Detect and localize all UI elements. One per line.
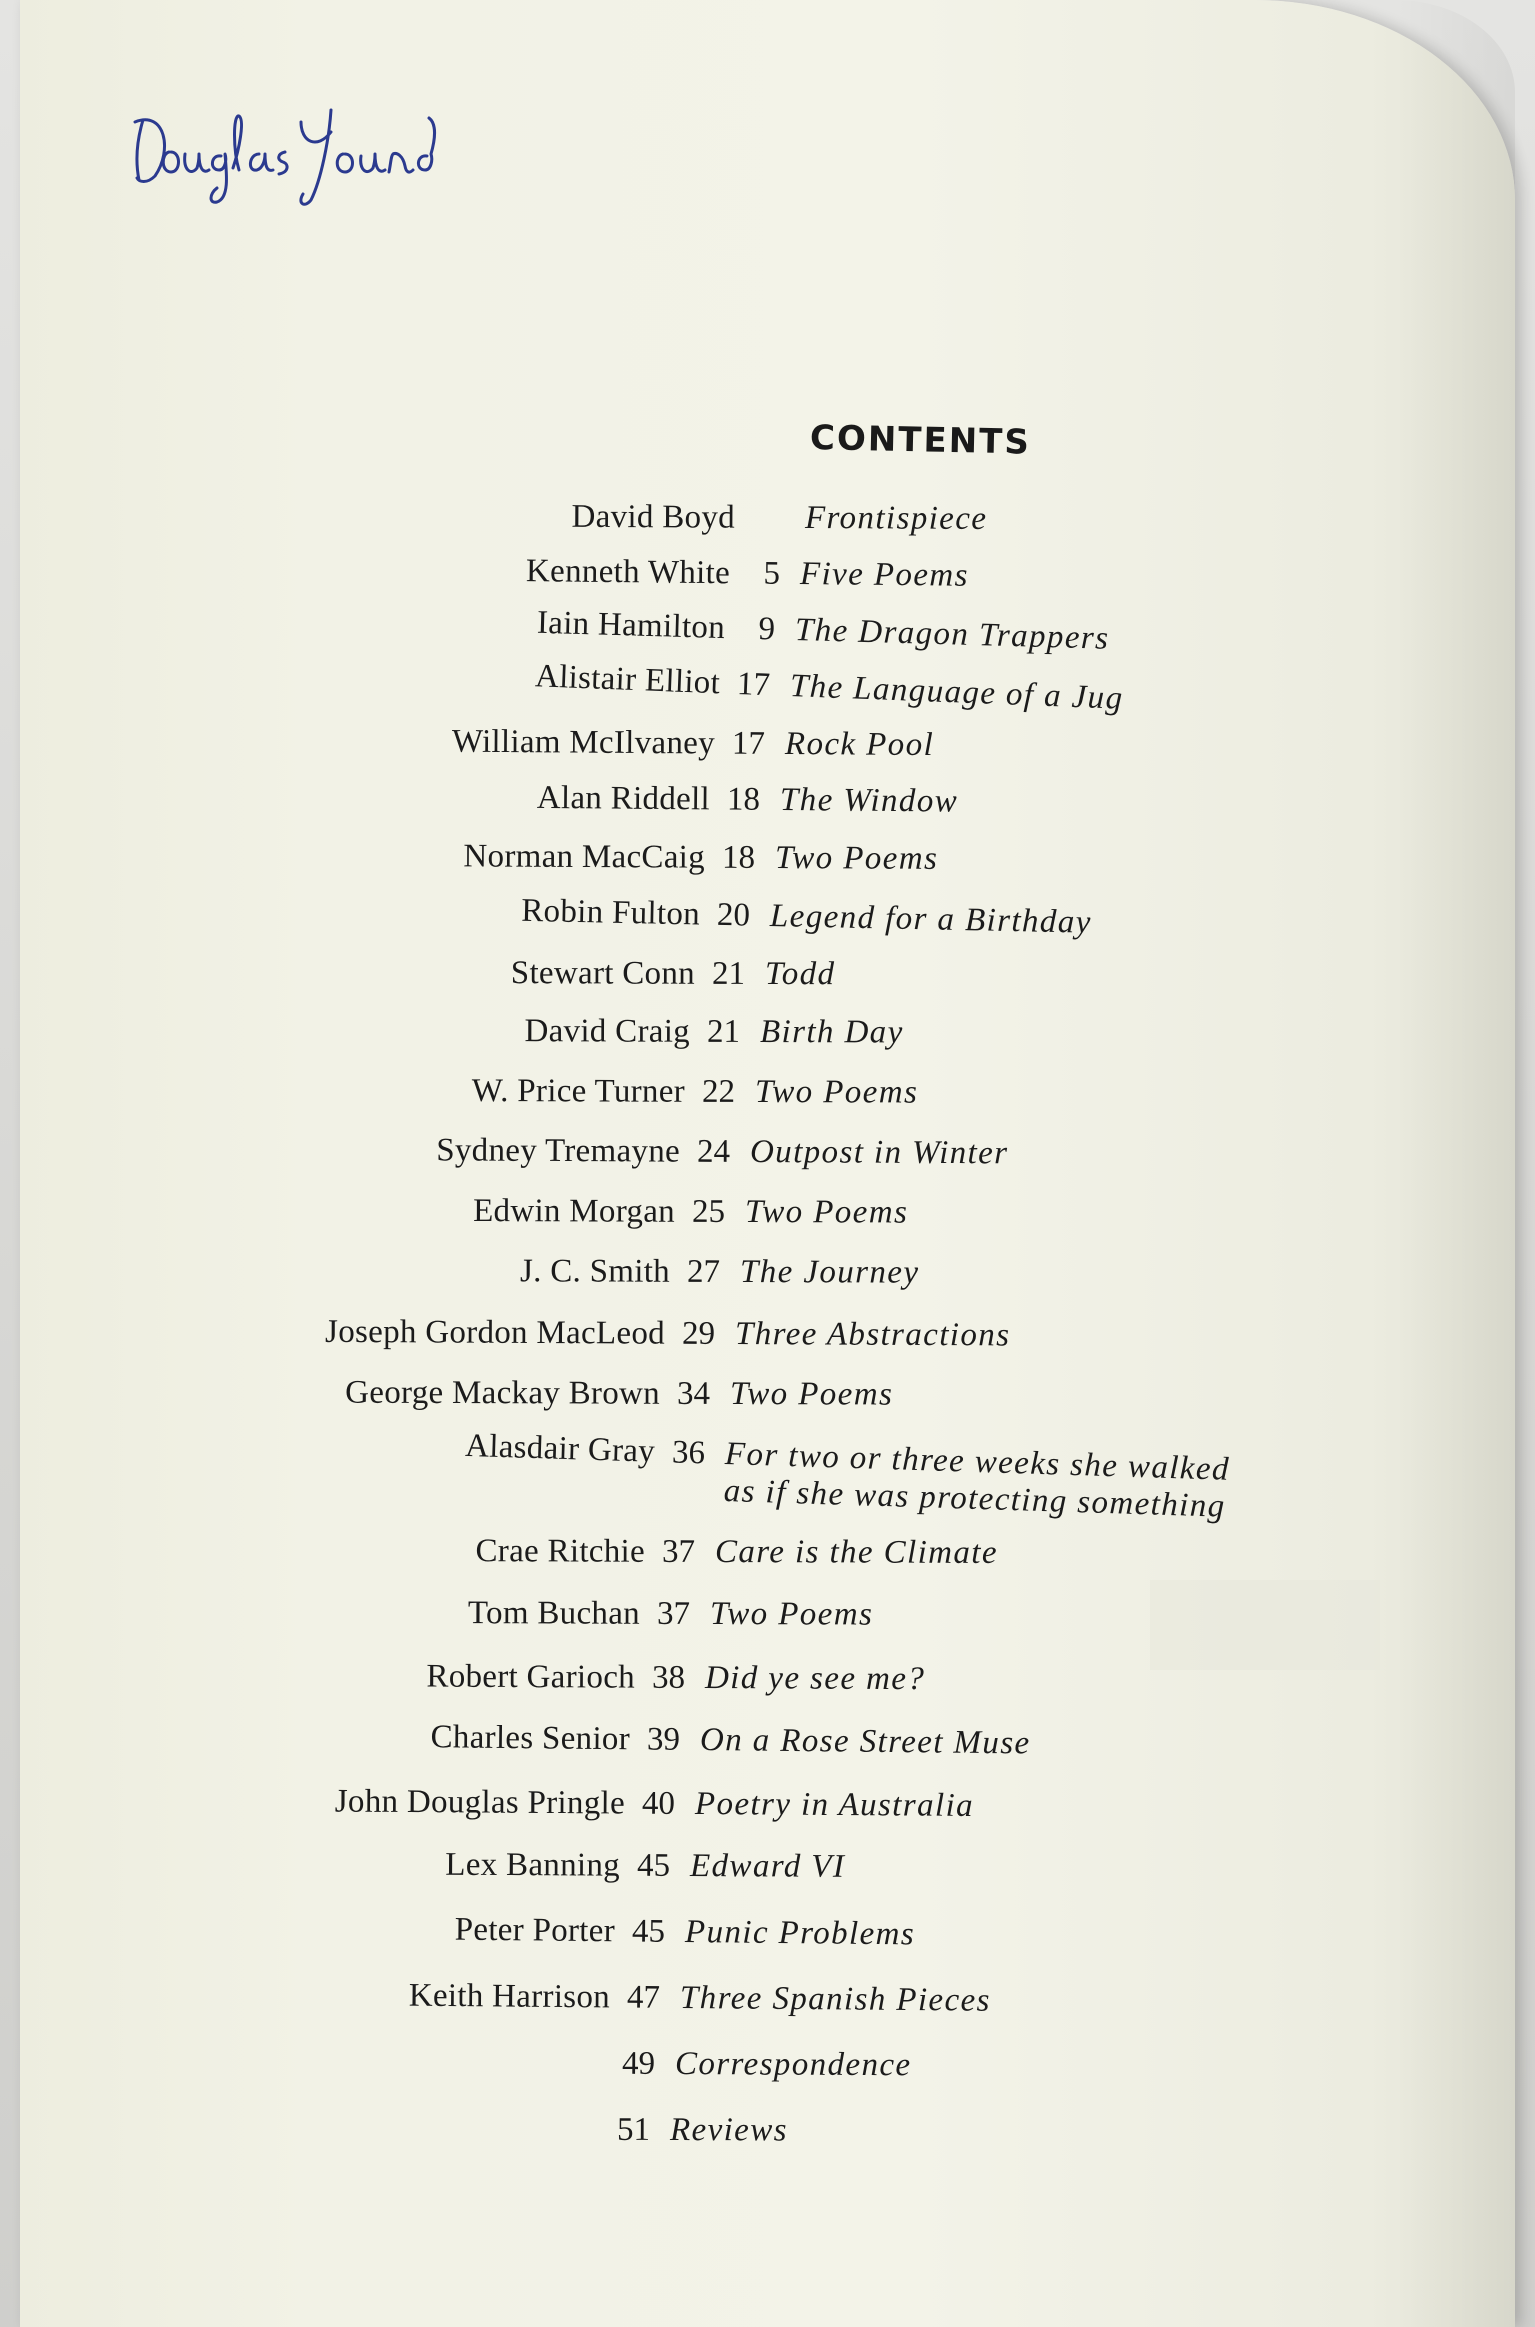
toc-title-line: Correspondence: [674, 2046, 912, 2084]
toc-title-line: Three Spanish Pieces: [679, 1980, 992, 2019]
toc-title-line: Edward VI: [689, 1848, 846, 1885]
toc-entry: [464, 1427, 1231, 1525]
toc-author: Tom Buchan: [467, 1595, 641, 1632]
toc-page-number: 5: [763, 555, 781, 592]
toc-title-line: Five Poems: [799, 556, 970, 594]
toc-title: [710, 1594, 873, 1635]
toc-title: [685, 1912, 916, 1954]
toc-title: [794, 610, 1109, 659]
toc-page-number: 49: [621, 2045, 656, 2082]
toc-page-number: 34: [676, 1375, 711, 1412]
toc-author: Peter Porter: [454, 1911, 616, 1950]
toc-author: Alan Riddell: [536, 779, 711, 818]
toc-page-number: 38: [651, 1659, 686, 1696]
toc-author: David Craig: [524, 1013, 691, 1050]
toc-title: [760, 1012, 904, 1053]
toc-title-line: as if she was protecting something: [723, 1472, 1227, 1525]
toc-page-number: 37: [661, 1533, 696, 1570]
toc-title: [800, 554, 969, 596]
toc-title-line: For two or three weeks she walked: [724, 1436, 1231, 1488]
toc-page-number: 37: [656, 1595, 691, 1632]
toc-title: [785, 724, 934, 765]
toc-page-number: 27: [686, 1253, 721, 1290]
toc-page-number: 29: [681, 1315, 716, 1352]
toc-author: David Boyd: [571, 498, 736, 536]
toc-title-line: The Dragon Trappers: [794, 612, 1110, 657]
toc-title-line: Three Abstractions: [734, 1316, 1011, 1354]
toc-page-number: 51: [616, 2111, 651, 2148]
toc-title-line: Poetry in Australia: [694, 1786, 975, 1824]
toc-title-line: Two Poems: [774, 840, 939, 877]
toc-title: [670, 2110, 788, 2150]
toc-page-number: 36: [671, 1434, 706, 1472]
toc-author: Robert Garioch: [426, 1658, 636, 1696]
toc-title-line: Frontispiece: [804, 500, 988, 537]
toc-title-line: Care is the Climate: [714, 1534, 999, 1571]
toc-title: [755, 1072, 918, 1113]
toc-title: [723, 1434, 1230, 1524]
toc-page-number: 17: [731, 725, 766, 762]
toc-title: [780, 780, 958, 822]
toc-title-line: Two Poems: [744, 1194, 909, 1231]
toc-title-line: Reviews: [669, 2112, 788, 2149]
toc-title-line: The Language of a Jug: [789, 668, 1125, 717]
toc-title: [745, 1192, 908, 1233]
toc-page-number: 17: [736, 665, 771, 704]
toc-title-line: Birth Day: [759, 1014, 904, 1051]
toc-author: J. C. Smith: [519, 1253, 671, 1290]
toc-page-number: 20: [716, 896, 751, 934]
toc-title: [750, 1132, 1009, 1173]
toc-author: John Douglas Pringle: [334, 1783, 626, 1822]
toc-author: Charles Senior: [430, 1719, 631, 1758]
toc-title: [775, 838, 938, 879]
contents-heading: CONTENTS: [809, 418, 1032, 463]
toc-entry: [536, 604, 1110, 657]
toc-page-number: 22: [701, 1073, 736, 1110]
toc-author: Joseph Gordon MacLeod: [325, 1313, 666, 1352]
toc-page-number: 9: [758, 610, 776, 648]
toc-author: Robin Fulton: [520, 892, 701, 933]
toc-title-line: The Window: [779, 782, 959, 820]
toc-page-number: 21: [711, 955, 746, 992]
toc-page-number: 25: [691, 1193, 726, 1230]
toc-author: Stewart Conn: [510, 955, 696, 992]
toc-title: [675, 2044, 912, 2085]
toc-title: [705, 1658, 925, 1699]
toc-author: Iain Hamilton: [536, 604, 726, 647]
toc-title: [805, 498, 988, 539]
toc-title-line: The Journey: [739, 1254, 920, 1291]
toc-title: [765, 954, 836, 994]
toc-title-line: Outpost in Winter: [749, 1134, 1009, 1172]
toc-author: Alasdair Gray: [464, 1427, 656, 1470]
toc-title-line: Todd: [764, 956, 836, 993]
toc-title: [770, 896, 1093, 943]
toc-title: [789, 666, 1124, 719]
toc-author: George Mackay Brown: [345, 1374, 661, 1412]
toc-page-number: 18: [726, 781, 761, 818]
toc-author: Norman MacCaig: [463, 838, 706, 876]
toc-page-number: 24: [696, 1133, 731, 1170]
toc-page-number: 45: [631, 1913, 666, 1950]
toc-entry: [534, 658, 1125, 717]
toc-author: Alistair Elliot: [534, 658, 721, 702]
toc-author: Edwin Morgan: [473, 1193, 676, 1230]
toc-title: [730, 1374, 893, 1415]
toc-title-line: Legend for a Birthday: [769, 898, 1093, 941]
toc-page-number: 47: [626, 1979, 661, 2016]
toc-title-line: Rock Pool: [784, 726, 935, 764]
toc-title-line: On a Rose Street Muse: [699, 1722, 1031, 1762]
toc-entry: [520, 892, 1093, 941]
toc-author: William McIlvaney: [451, 723, 716, 762]
toc-title-line: Two Poems: [754, 1074, 919, 1111]
toc-title: [735, 1314, 1011, 1355]
toc-page-number: 40: [641, 1785, 676, 1822]
toc-title: [690, 1846, 846, 1887]
toc-author: Lex Banning: [445, 1846, 621, 1884]
toc-title: [715, 1532, 998, 1573]
toc-title-line: Did ye see me?: [704, 1660, 926, 1698]
toc-title-line: Two Poems: [709, 1596, 874, 1633]
toc-title-line: Punic Problems: [684, 1914, 916, 1953]
toc-author: W. Price Turner: [471, 1073, 686, 1110]
toc-title: [700, 1720, 1031, 1763]
toc-title: [695, 1784, 974, 1826]
toc-page-number: 39: [646, 1721, 681, 1758]
toc-title: [740, 1252, 920, 1293]
toc-author: Kenneth White: [525, 553, 731, 592]
toc-author: Crae Ritchie: [475, 1533, 646, 1570]
toc-title: [680, 1978, 991, 2021]
toc-author: Keith Harrison: [408, 1977, 611, 2016]
toc-page-number: 18: [721, 839, 756, 876]
toc-title-line: Two Poems: [729, 1376, 894, 1413]
toc-page-number: 45: [636, 1847, 671, 1884]
toc-page-number: 21: [706, 1013, 741, 1050]
toc-author: Sydney Tremayne: [436, 1132, 681, 1170]
